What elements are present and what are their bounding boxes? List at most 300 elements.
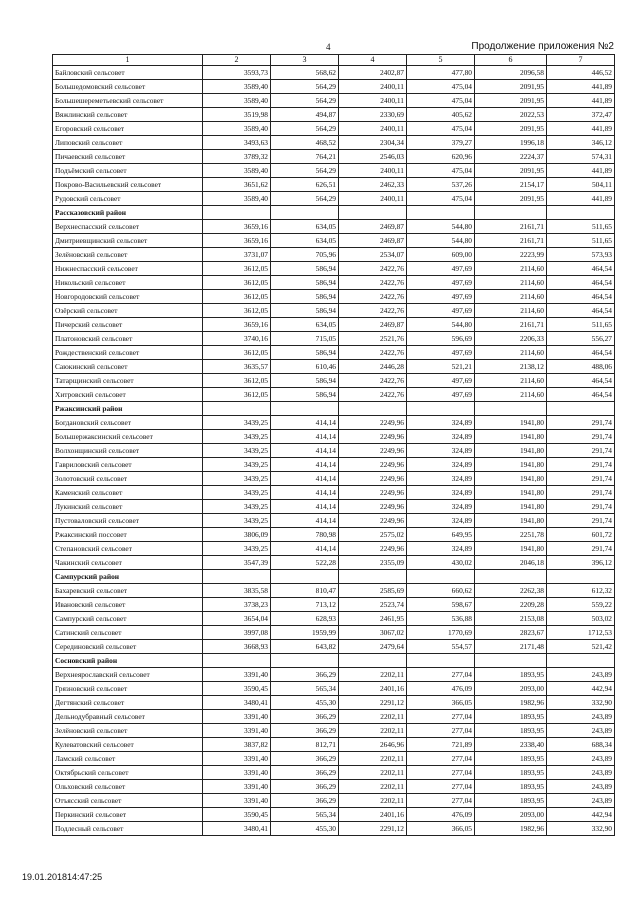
value-cell: 1941,80 [475, 500, 547, 514]
table-row [53, 136, 615, 150]
district-name: Сампурский район [53, 570, 203, 584]
value-cell: 446,52 [547, 66, 615, 80]
value-cell: 2400,11 [339, 164, 407, 178]
table-row [53, 66, 615, 80]
settlement-name: Татарщинский сельсовет [53, 374, 203, 388]
value-cell: 586,94 [271, 276, 339, 290]
value-cell: 2462,33 [339, 178, 407, 192]
settlement-name: Степановский сельсовет [53, 542, 203, 556]
value-cell: 243,89 [547, 710, 615, 724]
value-cell: 475,04 [407, 122, 475, 136]
value-cell: 366,29 [271, 752, 339, 766]
value-cell: 464,54 [547, 388, 615, 402]
table-row [53, 472, 615, 486]
value-cell: 2161,71 [475, 318, 547, 332]
value-cell: 2469,87 [339, 234, 407, 248]
value-cell: 626,51 [271, 178, 339, 192]
value-cell: 3067,02 [339, 626, 407, 640]
settlement-name: Саюкинский сельсовет [53, 360, 203, 374]
value-cell: 544,80 [407, 318, 475, 332]
value-cell: 1893,95 [475, 766, 547, 780]
value-cell: 414,14 [271, 542, 339, 556]
value-cell: 610,46 [271, 360, 339, 374]
value-cell: 565,34 [271, 682, 339, 696]
value-cell [339, 654, 407, 668]
settlement-name: Пустоваловский сельсовет [53, 514, 203, 528]
value-cell: 3391,40 [203, 766, 271, 780]
value-cell: 3439,25 [203, 472, 271, 486]
table-row [53, 458, 615, 472]
settlement-name: Верхнеярославский сельсовет [53, 668, 203, 682]
value-cell: 2575,02 [339, 528, 407, 542]
table-row [53, 276, 615, 290]
value-cell: 586,94 [271, 374, 339, 388]
value-cell: 2249,96 [339, 500, 407, 514]
value-cell: 430,02 [407, 556, 475, 570]
value-cell: 2209,28 [475, 598, 547, 612]
value-cell: 1941,80 [475, 514, 547, 528]
table-row [53, 178, 615, 192]
column-header: 4 [339, 55, 407, 66]
settlement-name: Верхнеспасский сельсовет [53, 220, 203, 234]
value-cell: 537,26 [407, 178, 475, 192]
value-cell: 564,29 [271, 192, 339, 206]
value-cell: 3806,09 [203, 528, 271, 542]
value-cell: 521,42 [547, 640, 615, 654]
value-cell: 544,80 [407, 220, 475, 234]
value-cell: 2249,96 [339, 416, 407, 430]
value-cell: 536,88 [407, 612, 475, 626]
value-cell: 2161,71 [475, 220, 547, 234]
value-cell: 2249,96 [339, 542, 407, 556]
settlement-name: Каменский сельсовет [53, 486, 203, 500]
value-cell: 497,69 [407, 262, 475, 276]
settlement-name: Ивановский сельсовет [53, 598, 203, 612]
value-cell: 477,80 [407, 66, 475, 80]
value-cell: 2202,11 [339, 724, 407, 738]
settlement-name: Волхонщинский сельсовет [53, 444, 203, 458]
value-cell [547, 654, 615, 668]
value-cell: 2091,95 [475, 122, 547, 136]
table-row [53, 612, 615, 626]
value-cell: 366,05 [407, 696, 475, 710]
value-cell: 634,05 [271, 318, 339, 332]
value-cell: 414,14 [271, 514, 339, 528]
value-cell: 660,62 [407, 584, 475, 598]
settlement-name: Сатинский сельсовет [53, 626, 203, 640]
value-cell: 3493,63 [203, 136, 271, 150]
value-cell: 324,89 [407, 500, 475, 514]
table-row [53, 696, 615, 710]
settlement-name: Дельнодубравный сельсовет [53, 710, 203, 724]
table-row [53, 220, 615, 234]
table-row [53, 234, 615, 248]
value-cell: 324,89 [407, 542, 475, 556]
value-cell: 2400,11 [339, 94, 407, 108]
value-cell: 464,54 [547, 276, 615, 290]
value-cell: 475,04 [407, 80, 475, 94]
value-cell: 2401,16 [339, 808, 407, 822]
value-cell: 3439,25 [203, 486, 271, 500]
value-cell: 3612,05 [203, 346, 271, 360]
value-cell: 1712,53 [547, 626, 615, 640]
column-header: 1 [53, 55, 203, 66]
value-cell: 2646,96 [339, 738, 407, 752]
table-row [53, 808, 615, 822]
value-cell: 497,69 [407, 276, 475, 290]
value-cell: 2251,78 [475, 528, 547, 542]
value-cell: 2091,95 [475, 164, 547, 178]
table-row [53, 192, 615, 206]
value-cell: 1996,18 [475, 136, 547, 150]
column-header: 7 [547, 55, 615, 66]
settlement-name: Подлесный сельсовет [53, 822, 203, 836]
table-row [53, 598, 615, 612]
table-row [53, 94, 615, 108]
table-body [53, 55, 615, 836]
table-row [53, 388, 615, 402]
settlement-name: Платоновский сельсовет [53, 332, 203, 346]
value-cell: 3480,41 [203, 696, 271, 710]
value-cell: 598,67 [407, 598, 475, 612]
value-cell: 3439,25 [203, 514, 271, 528]
value-cell [407, 654, 475, 668]
value-cell: 564,29 [271, 122, 339, 136]
table-row [53, 346, 615, 360]
value-cell: 2202,11 [339, 752, 407, 766]
value-cell: 3612,05 [203, 374, 271, 388]
value-cell: 3668,93 [203, 640, 271, 654]
value-cell: 366,05 [407, 822, 475, 836]
value-cell: 291,74 [547, 486, 615, 500]
value-cell: 2249,96 [339, 430, 407, 444]
value-cell: 721,89 [407, 738, 475, 752]
value-cell [271, 654, 339, 668]
value-cell: 2161,71 [475, 234, 547, 248]
value-cell: 414,14 [271, 416, 339, 430]
value-cell: 1941,80 [475, 444, 547, 458]
value-cell: 441,89 [547, 94, 615, 108]
table-row [53, 528, 615, 542]
value-cell: 2461,95 [339, 612, 407, 626]
value-cell: 586,94 [271, 346, 339, 360]
value-cell: 2202,11 [339, 794, 407, 808]
table-row [53, 668, 615, 682]
value-cell: 586,94 [271, 290, 339, 304]
settlement-name: Байловский сельсовет [53, 66, 203, 80]
value-cell: 455,30 [271, 696, 339, 710]
value-cell: 1893,95 [475, 710, 547, 724]
value-cell: 291,74 [547, 416, 615, 430]
value-cell: 475,04 [407, 94, 475, 108]
value-cell: 511,65 [547, 318, 615, 332]
value-cell: 2022,53 [475, 108, 547, 122]
value-cell: 3439,25 [203, 416, 271, 430]
column-header: 6 [475, 55, 547, 66]
value-cell: 2153,08 [475, 612, 547, 626]
value-cell: 2304,34 [339, 136, 407, 150]
value-cell: 564,29 [271, 164, 339, 178]
settlement-name: Большедомовский сельсовет [53, 80, 203, 94]
settlement-name: Дмитриевщинский сельсовет [53, 234, 203, 248]
value-cell: 2422,76 [339, 388, 407, 402]
value-cell: 1941,80 [475, 472, 547, 486]
value-cell: 705,96 [271, 248, 339, 262]
settlement-name: Ольховский сельсовет [53, 780, 203, 794]
value-cell: 277,04 [407, 668, 475, 682]
district-heading-row [53, 206, 615, 220]
value-cell: 574,31 [547, 150, 615, 164]
settlement-name: Зелёновский сельсовет [53, 724, 203, 738]
value-cell: 324,89 [407, 430, 475, 444]
value-cell: 291,74 [547, 500, 615, 514]
value-cell: 586,94 [271, 388, 339, 402]
value-cell: 3593,73 [203, 66, 271, 80]
value-cell: 3659,16 [203, 318, 271, 332]
settlement-name: Вяжлинский сельсовет [53, 108, 203, 122]
value-cell: 3659,16 [203, 234, 271, 248]
settlement-name: Дегтянский сельсовет [53, 696, 203, 710]
value-cell: 713,12 [271, 598, 339, 612]
value-cell: 1893,95 [475, 668, 547, 682]
value-cell: 2422,76 [339, 304, 407, 318]
value-cell: 2422,76 [339, 374, 407, 388]
value-cell: 372,47 [547, 108, 615, 122]
value-cell: 2469,87 [339, 220, 407, 234]
value-cell: 2224,37 [475, 150, 547, 164]
value-cell: 414,14 [271, 430, 339, 444]
value-cell: 324,89 [407, 472, 475, 486]
table-row [53, 108, 615, 122]
value-cell: 2523,74 [339, 598, 407, 612]
value-cell: 2114,60 [475, 262, 547, 276]
page-number: 4 [326, 42, 331, 52]
value-cell: 3391,40 [203, 724, 271, 738]
value-cell: 497,69 [407, 290, 475, 304]
value-cell: 277,04 [407, 766, 475, 780]
value-cell: 511,65 [547, 220, 615, 234]
value-cell: 3651,62 [203, 178, 271, 192]
value-cell: 2585,69 [339, 584, 407, 598]
value-cell: 715,05 [271, 332, 339, 346]
table-row [53, 486, 615, 500]
value-cell: 586,94 [271, 304, 339, 318]
value-cell: 3391,40 [203, 794, 271, 808]
settlement-name: Большержаксинский сельсовет [53, 430, 203, 444]
table-row [53, 318, 615, 332]
value-cell: 332,90 [547, 822, 615, 836]
value-cell [475, 402, 547, 416]
district-name: Сосновский район [53, 654, 203, 668]
value-cell [203, 402, 271, 416]
value-cell: 346,12 [547, 136, 615, 150]
value-cell: 565,34 [271, 808, 339, 822]
value-cell: 2249,96 [339, 458, 407, 472]
value-cell: 554,57 [407, 640, 475, 654]
value-cell: 441,89 [547, 164, 615, 178]
value-cell: 3612,05 [203, 290, 271, 304]
table-row [53, 164, 615, 178]
value-cell: 291,74 [547, 458, 615, 472]
settlement-name: Покрово-Васильевский сельсовет [53, 178, 203, 192]
value-cell: 414,14 [271, 472, 339, 486]
value-cell: 544,80 [407, 234, 475, 248]
district-name: Рассказовский район [53, 206, 203, 220]
value-cell: 1893,95 [475, 724, 547, 738]
value-cell: 2422,76 [339, 276, 407, 290]
value-cell: 2422,76 [339, 346, 407, 360]
settlement-name: Егоровский сельсовет [53, 122, 203, 136]
value-cell: 2114,60 [475, 374, 547, 388]
table-row [53, 626, 615, 640]
value-cell: 2114,60 [475, 304, 547, 318]
value-cell: 3612,05 [203, 276, 271, 290]
value-cell: 277,04 [407, 780, 475, 794]
value-cell [407, 402, 475, 416]
value-cell: 564,29 [271, 94, 339, 108]
value-cell: 2202,11 [339, 780, 407, 794]
value-cell: 2400,11 [339, 80, 407, 94]
value-cell: 3439,25 [203, 430, 271, 444]
value-cell: 3835,58 [203, 584, 271, 598]
value-cell: 3439,25 [203, 458, 271, 472]
value-cell: 414,14 [271, 444, 339, 458]
value-cell: 277,04 [407, 724, 475, 738]
column-header: 3 [271, 55, 339, 66]
value-cell: 3738,23 [203, 598, 271, 612]
value-cell: 2249,96 [339, 514, 407, 528]
value-cell: 1941,80 [475, 486, 547, 500]
table-row [53, 682, 615, 696]
value-cell: 2401,16 [339, 682, 407, 696]
table-row [53, 122, 615, 136]
value-cell [203, 206, 271, 220]
value-cell: 2114,60 [475, 276, 547, 290]
value-cell: 521,21 [407, 360, 475, 374]
value-cell: 1893,95 [475, 780, 547, 794]
value-cell: 2202,11 [339, 710, 407, 724]
value-cell [271, 206, 339, 220]
settlement-name: Никольский сельсовет [53, 276, 203, 290]
value-cell: 2400,11 [339, 122, 407, 136]
value-cell: 1941,80 [475, 542, 547, 556]
value-cell: 612,32 [547, 584, 615, 598]
settlement-name: Пичерский сельсовет [53, 318, 203, 332]
value-cell: 291,74 [547, 514, 615, 528]
value-cell: 277,04 [407, 752, 475, 766]
value-cell: 780,98 [271, 528, 339, 542]
value-cell: 2534,07 [339, 248, 407, 262]
value-cell: 628,93 [271, 612, 339, 626]
value-cell: 3589,40 [203, 122, 271, 136]
value-cell: 379,27 [407, 136, 475, 150]
value-cell: 596,69 [407, 332, 475, 346]
value-cell: 2546,03 [339, 150, 407, 164]
value-cell: 497,69 [407, 346, 475, 360]
table-row [53, 514, 615, 528]
table-row [53, 556, 615, 570]
value-cell [475, 570, 547, 584]
table-row [53, 416, 615, 430]
table-row [53, 290, 615, 304]
value-cell: 3391,40 [203, 668, 271, 682]
data-table [52, 54, 615, 836]
value-cell: 3439,25 [203, 500, 271, 514]
settlement-name: Кулеватовский сельсовет [53, 738, 203, 752]
value-cell: 3547,39 [203, 556, 271, 570]
value-cell: 522,28 [271, 556, 339, 570]
value-cell: 464,54 [547, 374, 615, 388]
value-cell: 441,89 [547, 122, 615, 136]
value-cell: 2091,95 [475, 80, 547, 94]
value-cell: 3590,45 [203, 808, 271, 822]
value-cell: 3589,40 [203, 94, 271, 108]
district-heading-row [53, 570, 615, 584]
value-cell [203, 570, 271, 584]
settlement-name: Зелёновский сельсовет [53, 248, 203, 262]
value-cell: 620,96 [407, 150, 475, 164]
table-row [53, 542, 615, 556]
value-cell: 476,09 [407, 808, 475, 822]
settlement-name: Ламский сельсовет [53, 752, 203, 766]
value-cell: 2223,99 [475, 248, 547, 262]
value-cell: 3659,16 [203, 220, 271, 234]
value-cell: 475,04 [407, 192, 475, 206]
value-cell: 1941,80 [475, 430, 547, 444]
value-cell: 3612,05 [203, 388, 271, 402]
value-cell: 497,69 [407, 388, 475, 402]
value-cell: 243,89 [547, 794, 615, 808]
value-cell: 277,04 [407, 794, 475, 808]
settlement-name: Отъясский сельсовет [53, 794, 203, 808]
value-cell: 2093,00 [475, 682, 547, 696]
value-cell: 2291,12 [339, 696, 407, 710]
value-cell: 366,29 [271, 766, 339, 780]
value-cell: 243,89 [547, 724, 615, 738]
value-cell: 366,29 [271, 780, 339, 794]
value-cell: 3654,04 [203, 612, 271, 626]
table-row [53, 80, 615, 94]
settlement-name: Подъёмский сельсовет [53, 164, 203, 178]
settlement-name: Липовский сельсовет [53, 136, 203, 150]
value-cell [339, 570, 407, 584]
settlement-name: Серединовский сельсовет [53, 640, 203, 654]
value-cell: 243,89 [547, 780, 615, 794]
value-cell: 2479,64 [339, 640, 407, 654]
value-cell [547, 402, 615, 416]
table-row [53, 332, 615, 346]
value-cell: 586,94 [271, 262, 339, 276]
settlement-name: Сампурский сельсовет [53, 612, 203, 626]
value-cell: 3391,40 [203, 752, 271, 766]
value-cell: 568,62 [271, 66, 339, 80]
settlement-name: Октябрьский сельсовет [53, 766, 203, 780]
footer-timestamp: 19.01.201814:47:25 [22, 872, 103, 882]
value-cell [547, 206, 615, 220]
settlement-name: Хитровский сельсовет [53, 388, 203, 402]
value-cell: 1982,96 [475, 822, 547, 836]
value-cell: 475,04 [407, 164, 475, 178]
value-cell [407, 206, 475, 220]
value-cell: 2096,58 [475, 66, 547, 80]
value-cell: 764,21 [271, 150, 339, 164]
table-row [53, 248, 615, 262]
table-row [53, 766, 615, 780]
value-cell: 2521,76 [339, 332, 407, 346]
value-cell: 3612,05 [203, 304, 271, 318]
value-cell: 3589,40 [203, 164, 271, 178]
settlement-name: Перкинский сельсовет [53, 808, 203, 822]
